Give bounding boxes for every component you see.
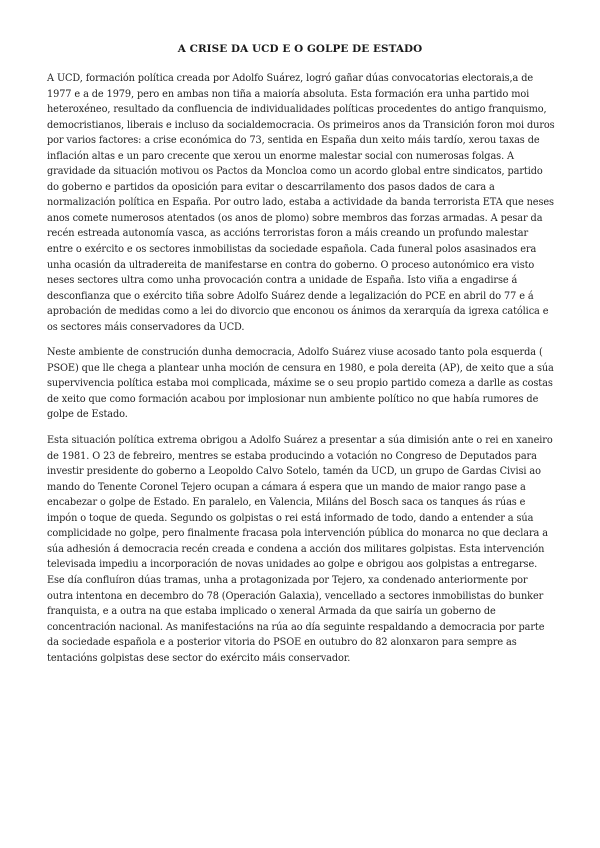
- paragraph-1: A UCD, formación política creada por Adolfo Suárez, logró gañar dúas convocatorias electorais,a de 1977 e a de 1979, pero en ambas non tiña a maioría absoluta. Esta formación era unha partido moi heteroxéneo, resultado da confluencia de individualidades políticas procedentes do antigo franquismo, democristianos, liberais e incluso da socialdemocracia. Os primeiros anos da Transición foron moi duros por varios factores: a crise económica do 73, sentida en España dun xeito máis tardío, xerou taxas de inflación altas e un paro crecente que xerou un enorme malestar social con numerosas folgas. A gravidade da situación motivou os Pactos da Moncloa como un acordo global entre sindicatos, partido do goberno e partidos da oposición para evitar o descarrilamento dos pasos dados de cara a normalización política en España. Por outro lado, estaba a actividade da banda terrorista ETA que neses anos comete numerosos atentados (os anos de plomo) sobre membros das forzas armadas. A pesar da recén estreada autonomía vasca, as accións terroristas foron a máis creando un profundo malestar entre o exército e os sectores inmobilistas da sociedade española. Cada funeral polos asasinados era unha ocasión da ultradereita de manifestarse en contra do goberno. O proceso autonómico era visto neses sectores ultra como unha provocación contra a unidade de España. Isto viña a engadirse á desconfianza que o exército tiña sobre Adolfo Suárez dende a legalización do PCE en abril do 77 e á aprobación de medidas como a lei do divorcio que enconou os ánimos da xerarquía da igrexa católica e os sectores máis conservadores da UCD.: [47, 73, 555, 333]
- document-title: A CRISE DA UCD E O GOLPE DE ESTADO: [177, 43, 423, 55]
- paragraph-3: Esta situación política extrema obrigou a Adolfo Suárez a presentar a súa dimisión ante o rei en xaneiro de 1981. O 23 de febreiro, mentres se estaba producindo a votación no Congreso de Deputados para investir presidente do goberno a Leopoldo Calvo Sotelo, tamén da UCD, un grupo de Gardas Civisi ao mando do Tenente Coronel Tejero ocupan a cámara á espera que un mando de maior rango pase a encabezar o golpe de Estado. En paralelo, en Valencia, Miláns del Bosch saca os tanques ás rúas e impón o toque de queda. Segundo os golpistas o rei está informado de todo, dando a entender a súa complicidade no golpe, pero finalmente fracasa pola intervención pública do monarca no que declara a súa adhesión á democracia recén creada e condena a acción dos militares golpistas. Esta intervención televisada impediu a incorporación de novas unidades ao golpe e obrigou aos golpistas a entregarse. Ese día confluíron dúas tramas, unha a protagonizada por Tejero, xa condenado anteriormente por outra intentona en decembro do 78 (Operación Galaxia), vencellado a sectores inmobilistas do bunker franquista, e a outra na que estaba implicado o xeneral Armada da que sairía un goberno de concentración nacional. As manifestacións na rúa ao día seguinte respaldando a democracia por parte da sociedade española e a posterior vitoria do PSOE en outubro do 82 alonxaron para sempre as tentacións golpistas dese sector do exército máis conservador.: [47, 435, 553, 664]
- document-body: [47, 71, 555, 676]
- paragraph-2: Neste ambiente de construción dunha democracia, Adolfo Suárez viuse acosado tanto pola esquerda ( PSOE) que lle chega a plantear unha moción de censura en 1980, e pola dereita (AP), de xeito que a súa supervivencia política estaba moi complicada, máxime se o seu propio partido comeza a darlle as costas de xeito que como formación acabou por implosionar nun ambiente político no que había rumores de golpe de Estado.: [47, 347, 554, 421]
